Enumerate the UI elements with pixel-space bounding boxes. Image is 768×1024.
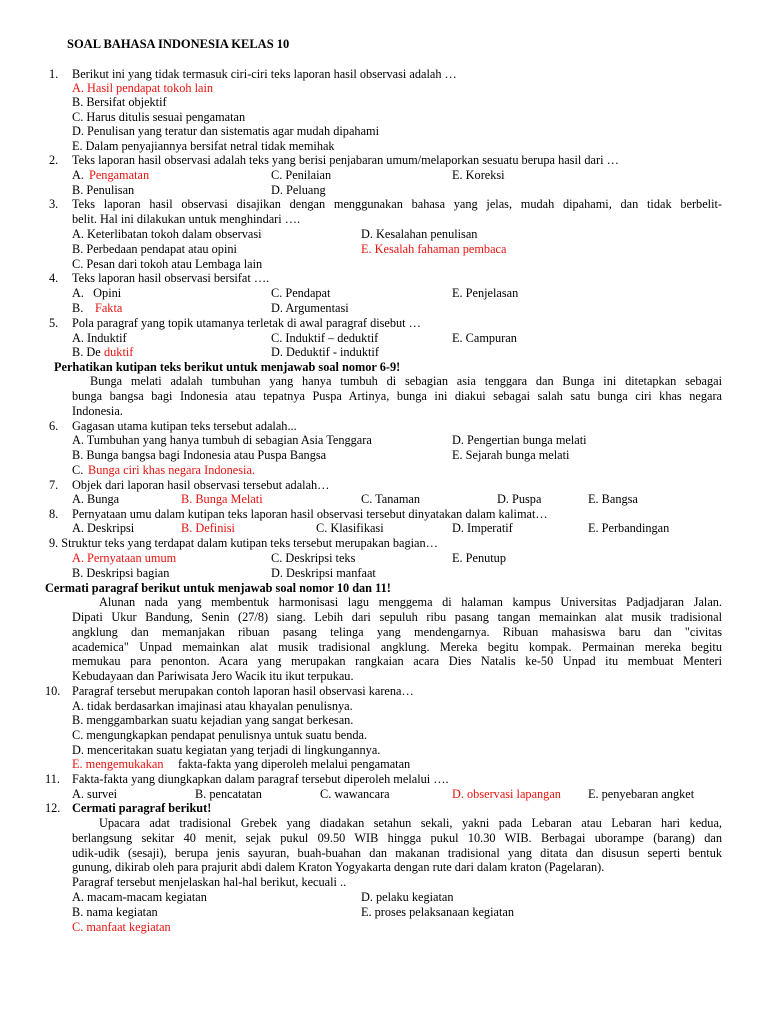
answer-option: D. Pengertian bunga melati xyxy=(452,433,587,447)
question-number: 6. xyxy=(49,419,59,433)
answer-option: D. Imperatif xyxy=(452,521,513,535)
question-text: Berikut ini yang tidak termasuk ciri-ciri teks laporan hasil observasi adalah … xyxy=(72,67,457,81)
answer-option-correct: Pengamatan xyxy=(89,168,150,182)
answer-option: B. Bunga bangsa bagi Indonesia atau Puspa Bangsa xyxy=(72,448,327,462)
answer-option: E. Penutup xyxy=(452,551,506,565)
answer-option: D. Peluang xyxy=(271,183,326,197)
answer-option-correct: E. mengemukakan xyxy=(72,757,164,771)
answer-option-correct: B. Definisi xyxy=(181,521,235,535)
question-text: Teks laporan hasil observasi disajikan dengan menggunakan bahasa yang jelas, mudah dipahami, dan tidak berbelit- xyxy=(72,197,722,211)
answer-option: B. Penulisan xyxy=(72,183,135,197)
answer-option: E. Dalam penyajiannya bersifat netral tidak memihak xyxy=(72,139,335,153)
question-number: 4. xyxy=(49,271,59,285)
passage-line: academica" Unpad memainkan alat musik tradisional angklung. Mereka begitu kompak. Permainan mereka begitu xyxy=(72,640,722,654)
question-number: 11. xyxy=(45,772,60,786)
question-text: Teks laporan hasil observasi adalah teks yang berisi penjabaran umum/melaporkan sesuatu berupa hasil dari … xyxy=(72,153,619,167)
passage-line: Bunga melati adalah tumbuhan yang hanya tumbuh di sebagian asia tenggara dan Bunga ini ditetapkan sebagai xyxy=(90,374,722,388)
answer-option-letter: A. xyxy=(72,168,84,182)
answer-option: D. Puspa xyxy=(497,492,542,506)
answer-option: E. proses pelaksanaan kegiatan xyxy=(361,905,514,919)
question-text: Pernyataan umu dalam kutipan teks laporan hasil observasi tersebut dinyatakan dalam kalimat… xyxy=(72,507,548,521)
answer-option: C. Pesan dari tokoh atau Lembaga lain xyxy=(72,257,263,271)
answer-option: A. Keterlibatan tokoh dalam observasi xyxy=(72,227,262,241)
answer-option: C. Induktif – deduktif xyxy=(271,331,379,345)
answer-option: A. tidak berdasarkan imajinasi atau khayalan penulisnya. xyxy=(72,699,353,713)
answer-option-letter: B. xyxy=(72,301,84,315)
question-number: 10. xyxy=(45,684,61,698)
answer-option: B. nama kegiatan xyxy=(72,905,158,919)
answer-option: A. macam-macam kegiatan xyxy=(72,890,207,904)
answer-option: D. menceritakan suatu kegiatan yang terjadi di lingkungannya. xyxy=(72,743,381,757)
question-text: Paragraf tersebut merupakan contoh laporan hasil observasi karena… xyxy=(72,684,414,698)
question-number: 7. xyxy=(49,478,59,492)
answer-option: E. penyebaran angket xyxy=(588,787,695,801)
question-text: Gagasan utama kutipan teks tersebut adalah... xyxy=(72,419,297,433)
answer-option-correct: E. Kesalah fahaman pembaca xyxy=(361,242,507,256)
answer-option-correct: A. Hasil pendapat tokoh lain xyxy=(72,81,214,95)
passage-line: Indonesia. xyxy=(72,404,123,418)
answer-option: C. Klasifikasi xyxy=(316,521,384,535)
answer-option: B. Bersifat objektif xyxy=(72,95,167,109)
answer-option-prefix: B. De xyxy=(72,345,101,359)
answer-option: A. Tumbuhan yang hanya tumbuh di sebagian Asia Tenggara xyxy=(72,433,372,447)
answer-option: C. Penilaian xyxy=(271,168,332,182)
answer-option: E. Bangsa xyxy=(588,492,638,506)
passage-line: gunung, dikirab oleh para prajurit abdi dalem Kraton Yogyakarta dengan rute dari dalam kraton (Pagelaran). xyxy=(72,860,605,874)
answer-option: B. Perbedaan pendapat atau opini xyxy=(72,242,237,256)
answer-option: C. Deskripsi teks xyxy=(271,551,356,565)
document-title: SOAL BAHASA INDONESIA KELAS 10 xyxy=(67,37,290,51)
answer-option: D. Deskripsi manfaat xyxy=(271,566,376,580)
answer-option: D. Penulisan yang teratur dan sistematis agar mudah dipahami xyxy=(72,124,380,138)
answer-option: B. pencatatan xyxy=(195,787,262,801)
answer-option-correct: duktif xyxy=(104,345,134,359)
passage-line: angklung dan memanjakan ribuan pasang telinga yang mendengarnya. Ribuan mahasiswa baru dan "civitas xyxy=(72,625,722,639)
question-text: Paragraf tersebut menjelaskan hal-hal berikut, kecuali .. xyxy=(72,875,347,889)
answer-option: E. Penjelasan xyxy=(452,286,519,300)
passage-line: bunga bangsa bagi Indonesia atau tepatnya Puspa Artinya, bunga ini diakui sebagai salah satu bunga ciri khas negara xyxy=(72,389,722,403)
answer-option-correct: Fakta xyxy=(95,301,123,315)
passage-line: berlangsung sekitar 40 menit, sejak pukul 09.50 WIB hingga pukul 10.30 WIB. Berbagai uborampe (barang) dan xyxy=(72,831,722,845)
question-text: Teks laporan hasil observasi bersifat …. xyxy=(72,271,270,285)
passage-line: udik-udik (sesaji), berupa jenis sayuran, buah-buahan dan makanan tradisional yang ditata dan disusun seperti bentuk xyxy=(72,846,722,860)
question-text-continuation: belit. Hal ini dilakukan untuk menghindari …. xyxy=(72,212,301,226)
answer-option-rest: fakta-fakta yang diperoleh melalui pengamatan xyxy=(178,757,411,771)
answer-option-correct: A. Pernyataan umum xyxy=(72,551,177,565)
passage-line: Alunan nada yang membentuk harmonisasi lagu menggema di halaman kampus Universitas Padjadjaran Jalan. xyxy=(99,595,722,609)
answer-option: A. Opini xyxy=(72,286,122,300)
question-number: 3. xyxy=(49,197,59,211)
answer-option: A. survei xyxy=(72,787,118,801)
question-text: Cermati paragraf berikut! xyxy=(72,801,212,815)
section-instruction: Cermati paragraf berikut untuk menjawab soal nomor 10 dan 11! xyxy=(45,581,391,595)
answer-option: A. Bunga xyxy=(72,492,120,506)
answer-option: A. Deskripsi xyxy=(72,521,135,535)
answer-option: C. wawancara xyxy=(320,787,390,801)
passage-line: Kebudayaan dan Pariwisata Jero Wacik itu ikut terpukau. xyxy=(72,669,354,683)
question-text: Objek dari laporan hasil observasi tersebut adalah… xyxy=(72,478,330,492)
question-number: 5. xyxy=(49,316,59,330)
answer-option: E. Campuran xyxy=(452,331,517,345)
question-number: 1. xyxy=(49,67,59,81)
answer-option: A. Induktif xyxy=(72,331,127,345)
question-number: 12. xyxy=(45,801,61,815)
passage-line: Dipati Ukur Bandung, Senin (27/8) siang. Lebih dari sepuluh ribu pasang tangan memainkan alat musik tradisional xyxy=(72,610,722,624)
answer-option-correct: Bunga ciri khas negara Indonesia. xyxy=(88,463,255,477)
question-number: 2. xyxy=(49,153,59,167)
answer-option: D. Deduktif - induktif xyxy=(271,345,379,359)
answer-option: E. Koreksi xyxy=(452,168,505,182)
answer-option: D. Kesalahan penulisan xyxy=(361,227,478,241)
question-number: 8. xyxy=(49,507,59,521)
passage-line: memukau para penonton. Acara yang merupakan rangkaian acara Dies Natalis ke-50 Unpad itu membuat Menteri xyxy=(72,654,722,668)
answer-option: B. Deskripsi bagian xyxy=(72,566,170,580)
answer-option: E. Sejarah bunga melati xyxy=(452,448,570,462)
question-text: Pola paragraf yang topik utamanya terletak di awal paragraf disebut … xyxy=(72,316,421,330)
answer-option-correct: C. manfaat kegiatan xyxy=(72,920,171,934)
answer-option-correct: B. Bunga Melati xyxy=(181,492,263,506)
answer-option: C. Pendapat xyxy=(271,286,331,300)
answer-option: C. Harus ditulis sesuai pengamatan xyxy=(72,110,246,124)
answer-option: D. pelaku kegiatan xyxy=(361,890,454,904)
question-text: 9. Struktur teks yang terdapat dalam kutipan teks tersebut merupakan bagian… xyxy=(49,536,438,550)
section-instruction: Perhatikan kutipan teks berikut untuk menjawab soal nomor 6-9! xyxy=(54,360,401,374)
answer-option-letter: C. xyxy=(72,463,84,477)
answer-option-correct: D. observasi lapangan xyxy=(452,787,561,801)
answer-option: C. mengungkapkan pendapat penulisnya untuk suatu benda. xyxy=(72,728,368,742)
answer-option: B. menggambarkan suatu kejadian yang sangat berkesan. xyxy=(72,713,354,727)
question-text: Fakta-fakta yang diungkapkan dalam paragraf tersebut diperoleh melalui …. xyxy=(72,772,449,786)
answer-option: D. Argumentasi xyxy=(271,301,349,315)
answer-option: E. Perbandingan xyxy=(588,521,670,535)
passage-line: Upacara adat tradisional Grebek yang diadakan setahun sekali, yakni pada Lebaran atau Lebaran hari kedua, xyxy=(99,816,722,830)
answer-option: C. Tanaman xyxy=(361,492,421,506)
